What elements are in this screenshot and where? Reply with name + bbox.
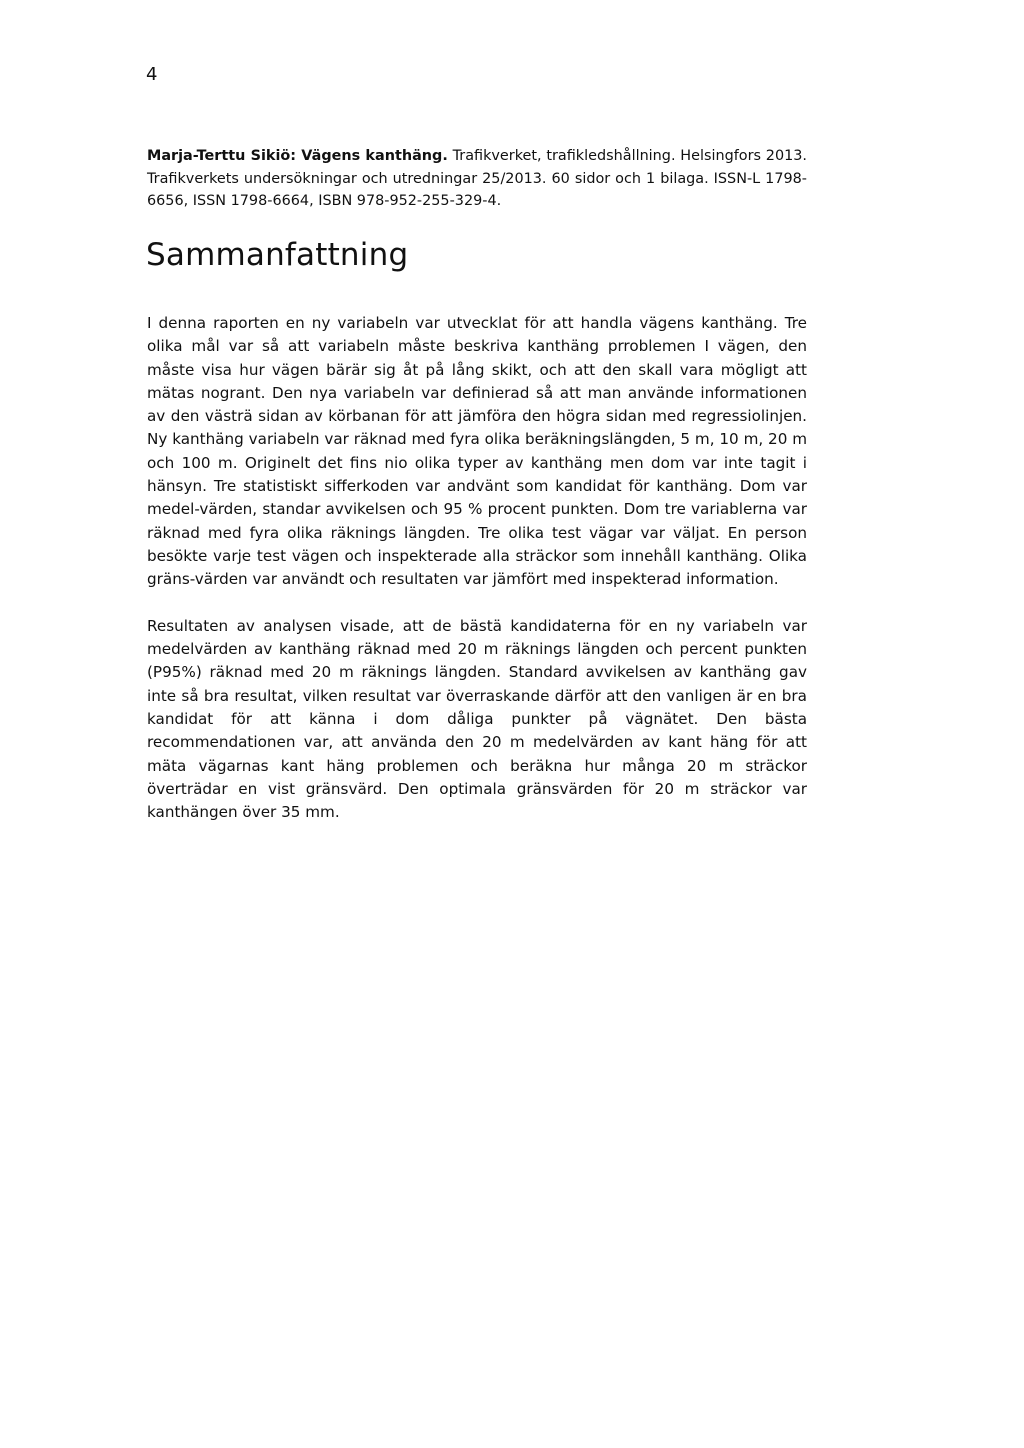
citation-details: Trafikverket, trafikledshållning. Helsingfors 2013. Trafikverkets undersökningar och utredningar 25/2013. 60 sidor och 1 bilaga. ISSN-L 1798-6656, ISSN 1798-6664, ISBN 978-952-255-329-4. xyxy=(147,148,807,209)
summary-paragraph-1: I denna raporten en ny variabeln var utvecklat för att handla vägens kanthäng. Tre olika mål var så att variabeln måste beskriva kanthäng prroblemen I vägen, den måste visa hur vägen bärär sig åt på lång skikt, och att den skall vara mögligt att mätas nogrant. Den nya variabeln var definierad så att man använde informationen av den västrä sidan av körbanan för att jämföra den högra sidan med regressiolinjen. Ny kanthäng variabeln var räknad med fyra olika beräkningslängden, 5 m, 10 m, 20 m och 100 m. Originelt det fins nio olika typer av kanthäng men dom var inte tagit i hänsyn. Tre statistiskt sifferkoden var andvänt som kandidat för kanthäng. Dom var medel-värden, standar avvikelsen och 95 % procent punkten. Dom tre variablerna var räknad med fyra olika räknings längden. Tre olika test vägar var väljat. En person besökte varje test vägen och inspekterade alla sträckor som innehåll kanthäng. Olika gräns-värden var användt och resultaten var jämfört med inspekterad information. xyxy=(147,314,807,589)
section-heading: Sammanfattning xyxy=(146,237,409,273)
summary-paragraph-2: Resultaten av analysen visade, att de bästä kandidaterna för en ny variabeln var medelvärden av kanthäng räknad med 20 m räknings längden och percent punkten (P95%) räknad med 20 m räknings längden. Standard avvikelsen av kanthäng gav inte så bra resultat, vilken resultat var överraskande därför att den vanligen är en bra kandidat för att känna i dom dåliga punkter på vägnätet. Den bästa recommendationen var, att använda den 20 m medelvärden av kant häng för att mäta vägarnas kant häng problemen och beräkna hur många 20 m sträckor överträdar en vist gränsvärd. Den optimala gränsvärden för 20 m sträckor var kanthängen över 35 mm. xyxy=(147,616,807,822)
bibliographic-citation xyxy=(147,145,807,213)
page-number: 4 xyxy=(146,64,158,85)
citation-author-title: Marja-Terttu Sikiö: Vägens kanthäng. xyxy=(147,148,448,164)
summary-body xyxy=(147,312,807,825)
